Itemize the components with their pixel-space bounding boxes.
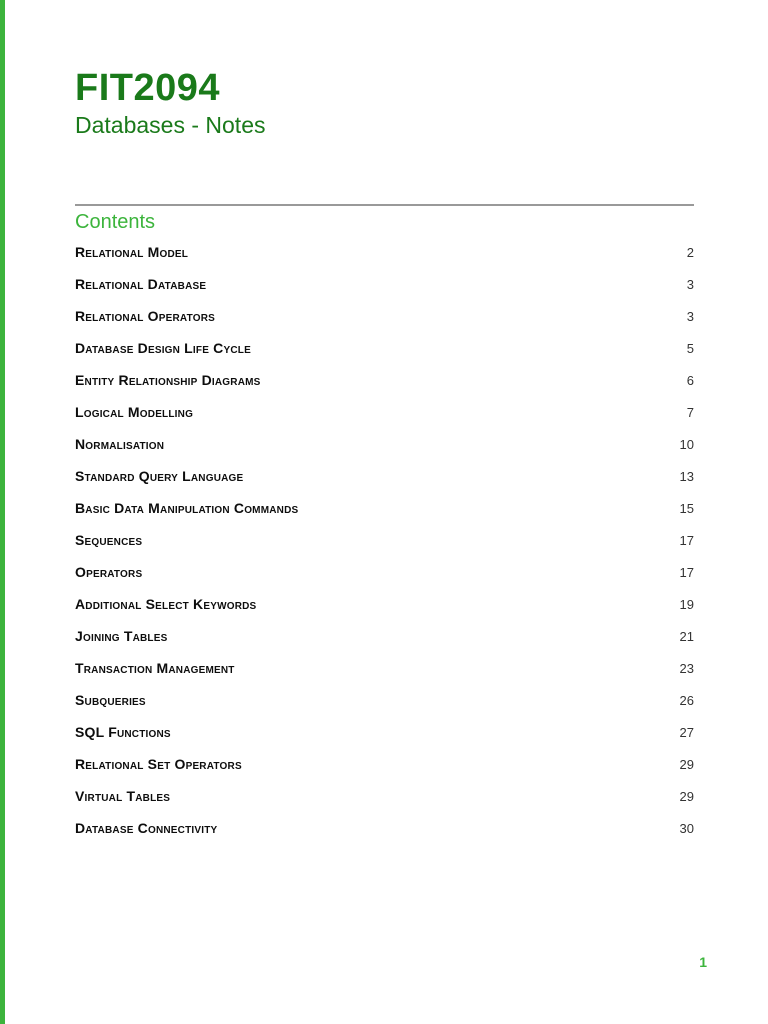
toc-entry-label: Relational Set Operators [75, 756, 242, 773]
toc-entry [75, 245, 694, 259]
toc-entry-page-number: 3 [686, 277, 694, 293]
toc-entry [75, 821, 694, 835]
toc-entry [75, 597, 694, 611]
toc-entry [75, 789, 694, 803]
toc-entry [75, 725, 694, 739]
toc-entry [75, 469, 694, 483]
toc-entry-label: SQL Functions [75, 724, 171, 741]
toc-entry [75, 405, 694, 419]
toc-entry-page-number: 29 [679, 757, 694, 773]
toc-entry-label: Database Design Life Cycle [75, 340, 251, 357]
toc-entry-page-number: 13 [679, 469, 694, 485]
toc-entry-page-number: 23 [679, 661, 694, 677]
toc-entry-page-number: 10 [679, 437, 694, 453]
left-edge-stripe [0, 0, 5, 1024]
toc-entry-label: Logical Modelling [75, 404, 194, 421]
toc-entry-label: Virtual Tables [75, 788, 171, 805]
toc-entry-label: Relational Model [75, 244, 189, 261]
contents-heading: Contents [75, 211, 156, 234]
toc-entry [75, 629, 694, 643]
toc-entry [75, 437, 694, 451]
toc-entry [75, 277, 694, 291]
toc-entry-page-number: 30 [679, 821, 694, 837]
toc-entry [75, 693, 694, 707]
toc-entry-label: Relational Operators [75, 308, 216, 325]
toc-entry-page-number: 17 [679, 533, 694, 549]
toc-entry-label: Relational Database [75, 276, 207, 293]
toc-entry-label: Additional Select Keywords [75, 596, 257, 613]
footer-page-number: 1 [699, 954, 707, 970]
toc-entry-page-number: 6 [686, 373, 694, 389]
toc-entry [75, 341, 694, 355]
toc-entry [75, 661, 694, 675]
toc-list [75, 245, 694, 835]
toc-entry-page-number: 27 [679, 725, 694, 741]
toc-entry-page-number: 3 [686, 309, 694, 325]
toc-entry [75, 565, 694, 579]
toc-entry [75, 501, 694, 515]
document-subtitle: Databases - Notes [75, 111, 266, 138]
toc-entry-label: Operators [75, 564, 143, 581]
toc-entry-page-number: 21 [679, 629, 694, 645]
toc-entry-page-number: 17 [679, 565, 694, 581]
toc-entry-label: Standard Query Language [75, 468, 244, 485]
toc-entry-label: Basic Data Manipulation Commands [75, 500, 299, 517]
toc-entry-label: Normalisation [75, 436, 165, 453]
page-content [75, 0, 694, 853]
toc-entry-page-number: 19 [679, 597, 694, 613]
toc-entry-label: Entity Relationship Diagrams [75, 372, 261, 389]
toc-entry-page-number: 26 [679, 693, 694, 709]
toc-entry-label: Joining Tables [75, 628, 168, 645]
toc-entry [75, 757, 694, 771]
toc-entry-page-number: 15 [679, 501, 694, 517]
section-divider [75, 204, 694, 206]
toc-entry-page-number: 5 [686, 341, 694, 357]
toc-entry [75, 373, 694, 387]
toc-entry-page-number: 7 [686, 405, 694, 421]
document-title: FIT2094 [75, 67, 221, 109]
toc-entry [75, 309, 694, 323]
toc-entry-label: Transaction Management [75, 660, 235, 677]
toc-entry-label: Subqueries [75, 692, 146, 709]
toc-entry-page-number: 29 [679, 789, 694, 805]
toc-entry-page-number: 2 [686, 245, 694, 261]
toc-entry [75, 533, 694, 547]
toc-entry-label: Sequences [75, 532, 143, 549]
toc-entry-label: Database Connectivity [75, 820, 218, 837]
